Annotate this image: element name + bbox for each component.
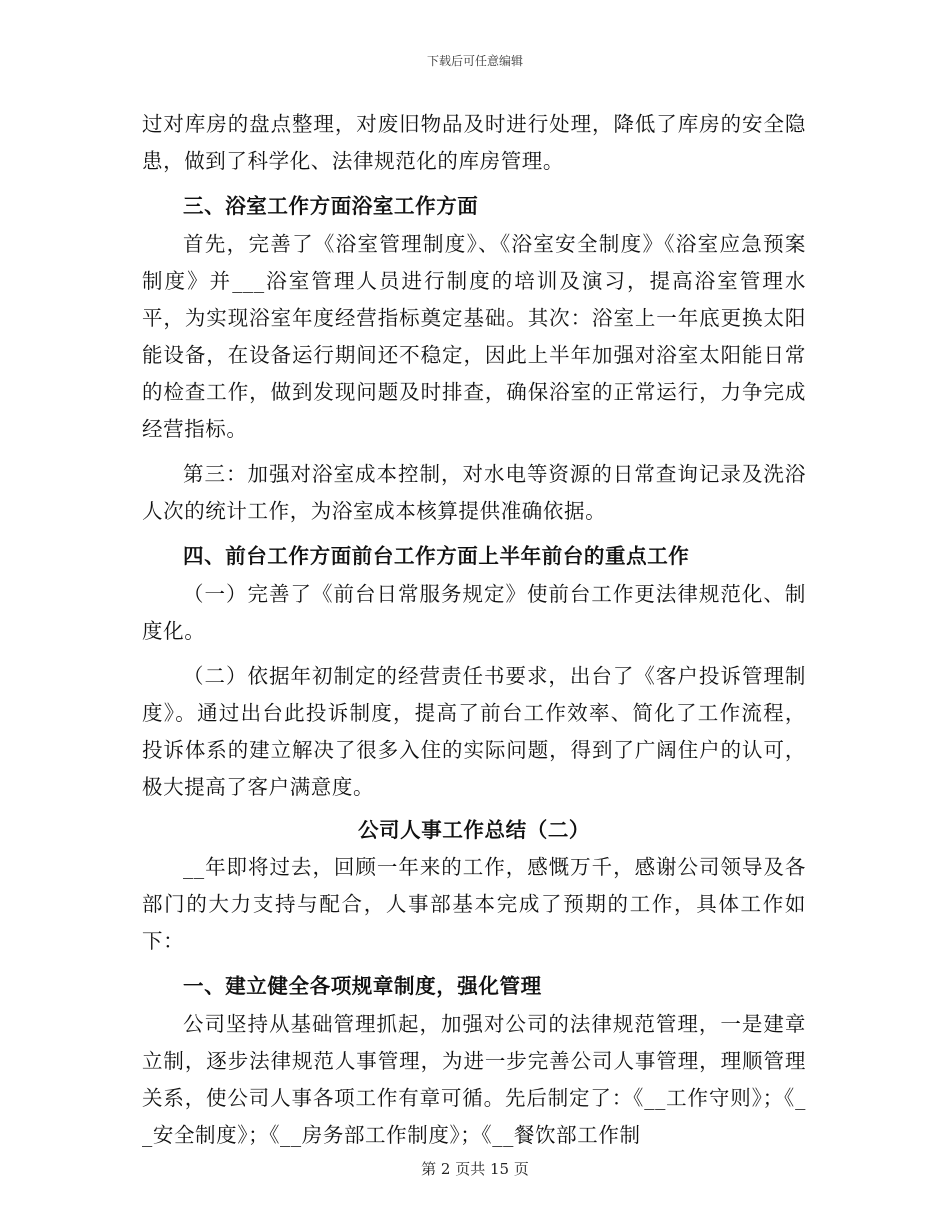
paragraph-front-desk-one: （一）完善了《前台日常服务规定》使前台工作更法律规范化、制度化。 xyxy=(142,582,806,643)
paragraph-front-desk-two: （二）依据年初制定的经营责任书要求，出台了《客户投诉管理制度》。通过出台此投诉制度，提高了前台工作效率、简化了工作流程，投诉体系的建立解决了很多入住的实际问题，得到了广阔住户的认可，极大提高了客户满意度。 xyxy=(142,664,806,799)
page-header: 下载后可任意编辑 xyxy=(426,54,523,68)
paragraph-bathroom-first: 首先，完善了《浴室管理制度》、《浴室安全制度》《浴室应急预案制度》并___浴室管理人员进行制度的培训及演习，提高浴室管理水平，为实现浴室年度经营指标奠定基础。其次：浴室上一年底更换太阳能设备，在设备运行期间还不稳定，因此上半年加强对浴室太阳能日常的检查工作，做到发现问题及时排查，确保浴室的正常运行，力争完成经营指标。 xyxy=(142,232,806,441)
section-heading-bathroom: 三、浴室工作方面浴室工作方面 xyxy=(183,194,479,218)
document-body xyxy=(142,106,806,1154)
paragraph-continued: 过对库房的盘点整理，对废旧物品及时进行处理，降低了库房的安全隐患，做到了科学化、法律规范化的库房管理。 xyxy=(142,112,806,173)
page-footer: 第 2 页共 15 页 xyxy=(421,1160,529,1178)
section-heading-rules: 一、建立健全各项规章制度，强化管理 xyxy=(183,974,542,998)
paragraph-intro: __年即将过去，回顾一年来的工作，感慨万千，感谢公司领导及各部门的大力支持与配合，人事部基本完成了预期的工作，具体工作如下： xyxy=(142,855,806,953)
document-title: 公司人事工作总结（二） xyxy=(357,818,591,842)
section-heading-front-desk: 四、前台工作方面前台工作方面上半年前台的重点工作 xyxy=(183,544,690,568)
paragraph-rules: 公司坚持从基础管理抓起，加强对公司的法律规范管理，一是建章立制，逐步法律规范人事管理，为进一步完善公司人事管理，理顺管理关系，使公司人事各项工作有章可循。先后制定了：《__工作守则》；《__安全制度》；《__房务部工作制度》；《__餐饮部工作制 xyxy=(142,1012,806,1147)
paragraph-bathroom-third: 第三：加强对浴室成本控制，对水电等资源的日常查询记录及洗浴人次的统计工作，为浴室成本核算提供准确依据。 xyxy=(142,462,806,523)
